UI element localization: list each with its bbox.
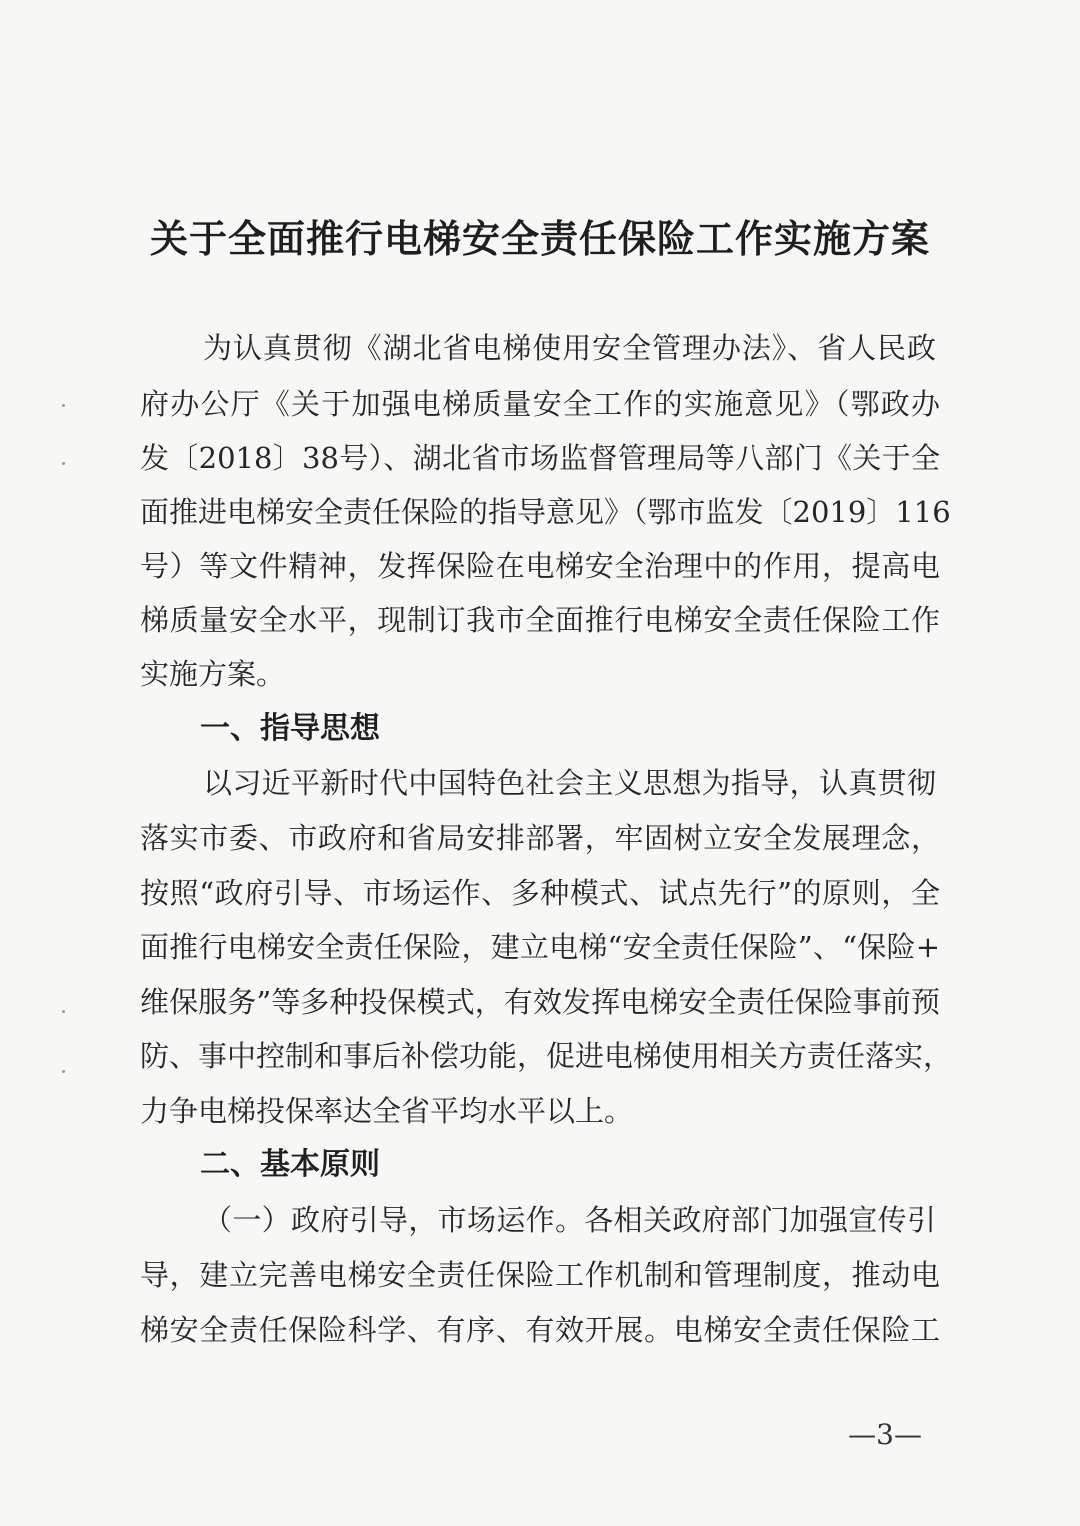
section2-line: 导，建立完善电梯安全责任保险工作机制和管理制度，推动电 (140, 1258, 940, 1292)
scan-speck (62, 1070, 65, 1073)
page-number: —3— (848, 1418, 922, 1451)
intro-line: 面推进电梯安全责任保险的指导意见》（鄂市监发〔2019〕116 (140, 495, 951, 529)
section1-line: 按照“政府引导、市场运作、多种模式、试点先行”的原则，全 (140, 876, 940, 910)
section1-line: 以习近平新时代中国特色社会主义思想为指导，认真贯彻 (203, 766, 936, 800)
section2-line: （一）政府引导，市场运作。各相关政府部门加强宣传引 (203, 1203, 936, 1237)
intro-line: 实施方案。 (140, 657, 286, 691)
section1-line: 面推行电梯安全责任保险，建立电梯“安全责任保险”、“保险+ (140, 930, 940, 964)
intro-line: 号）等文件精神，发挥保险在电梯安全治理中的作用，提高电 (140, 549, 940, 583)
section-heading-guiding-ideology: 一、指导思想 (200, 711, 380, 746)
intro-line: 为认真贯彻《湖北省电梯使用安全管理办法》、省人民政 (203, 331, 936, 365)
intro-line: 发〔2018〕38号）、湖北省市场监督管理局等八部门《关于全 (140, 441, 940, 475)
section1-line: 防、事中控制和事后补偿功能，促进电梯使用相关方责任落实， (140, 1039, 953, 1073)
intro-line: 府办公厅《关于加强电梯质量安全工作的实施意见》（鄂政办 (140, 387, 940, 421)
scan-speck (62, 462, 65, 465)
intro-line: 梯质量安全水平，现制订我市全面推行电梯安全责任保险工作 (140, 603, 940, 637)
scan-speck (62, 404, 65, 407)
scan-speck (62, 1010, 65, 1013)
document-title: 关于全面推行电梯安全责任保险工作实施方案 (149, 216, 930, 261)
section-heading-basic-principles: 二、基本原则 (200, 1147, 380, 1182)
section1-line: 维保服务”等多种投保模式，有效发挥电梯安全责任保险事前预 (140, 985, 940, 1019)
section1-line: 力争电梯投保率达全省平均水平以上。 (140, 1094, 634, 1128)
section2-line: 梯安全责任保险科学、有序、有效开展。电梯安全责任保险工 (140, 1313, 940, 1347)
section1-line: 落实市委、市政府和省局安排部署，牢固树立安全发展理念， (140, 821, 940, 855)
